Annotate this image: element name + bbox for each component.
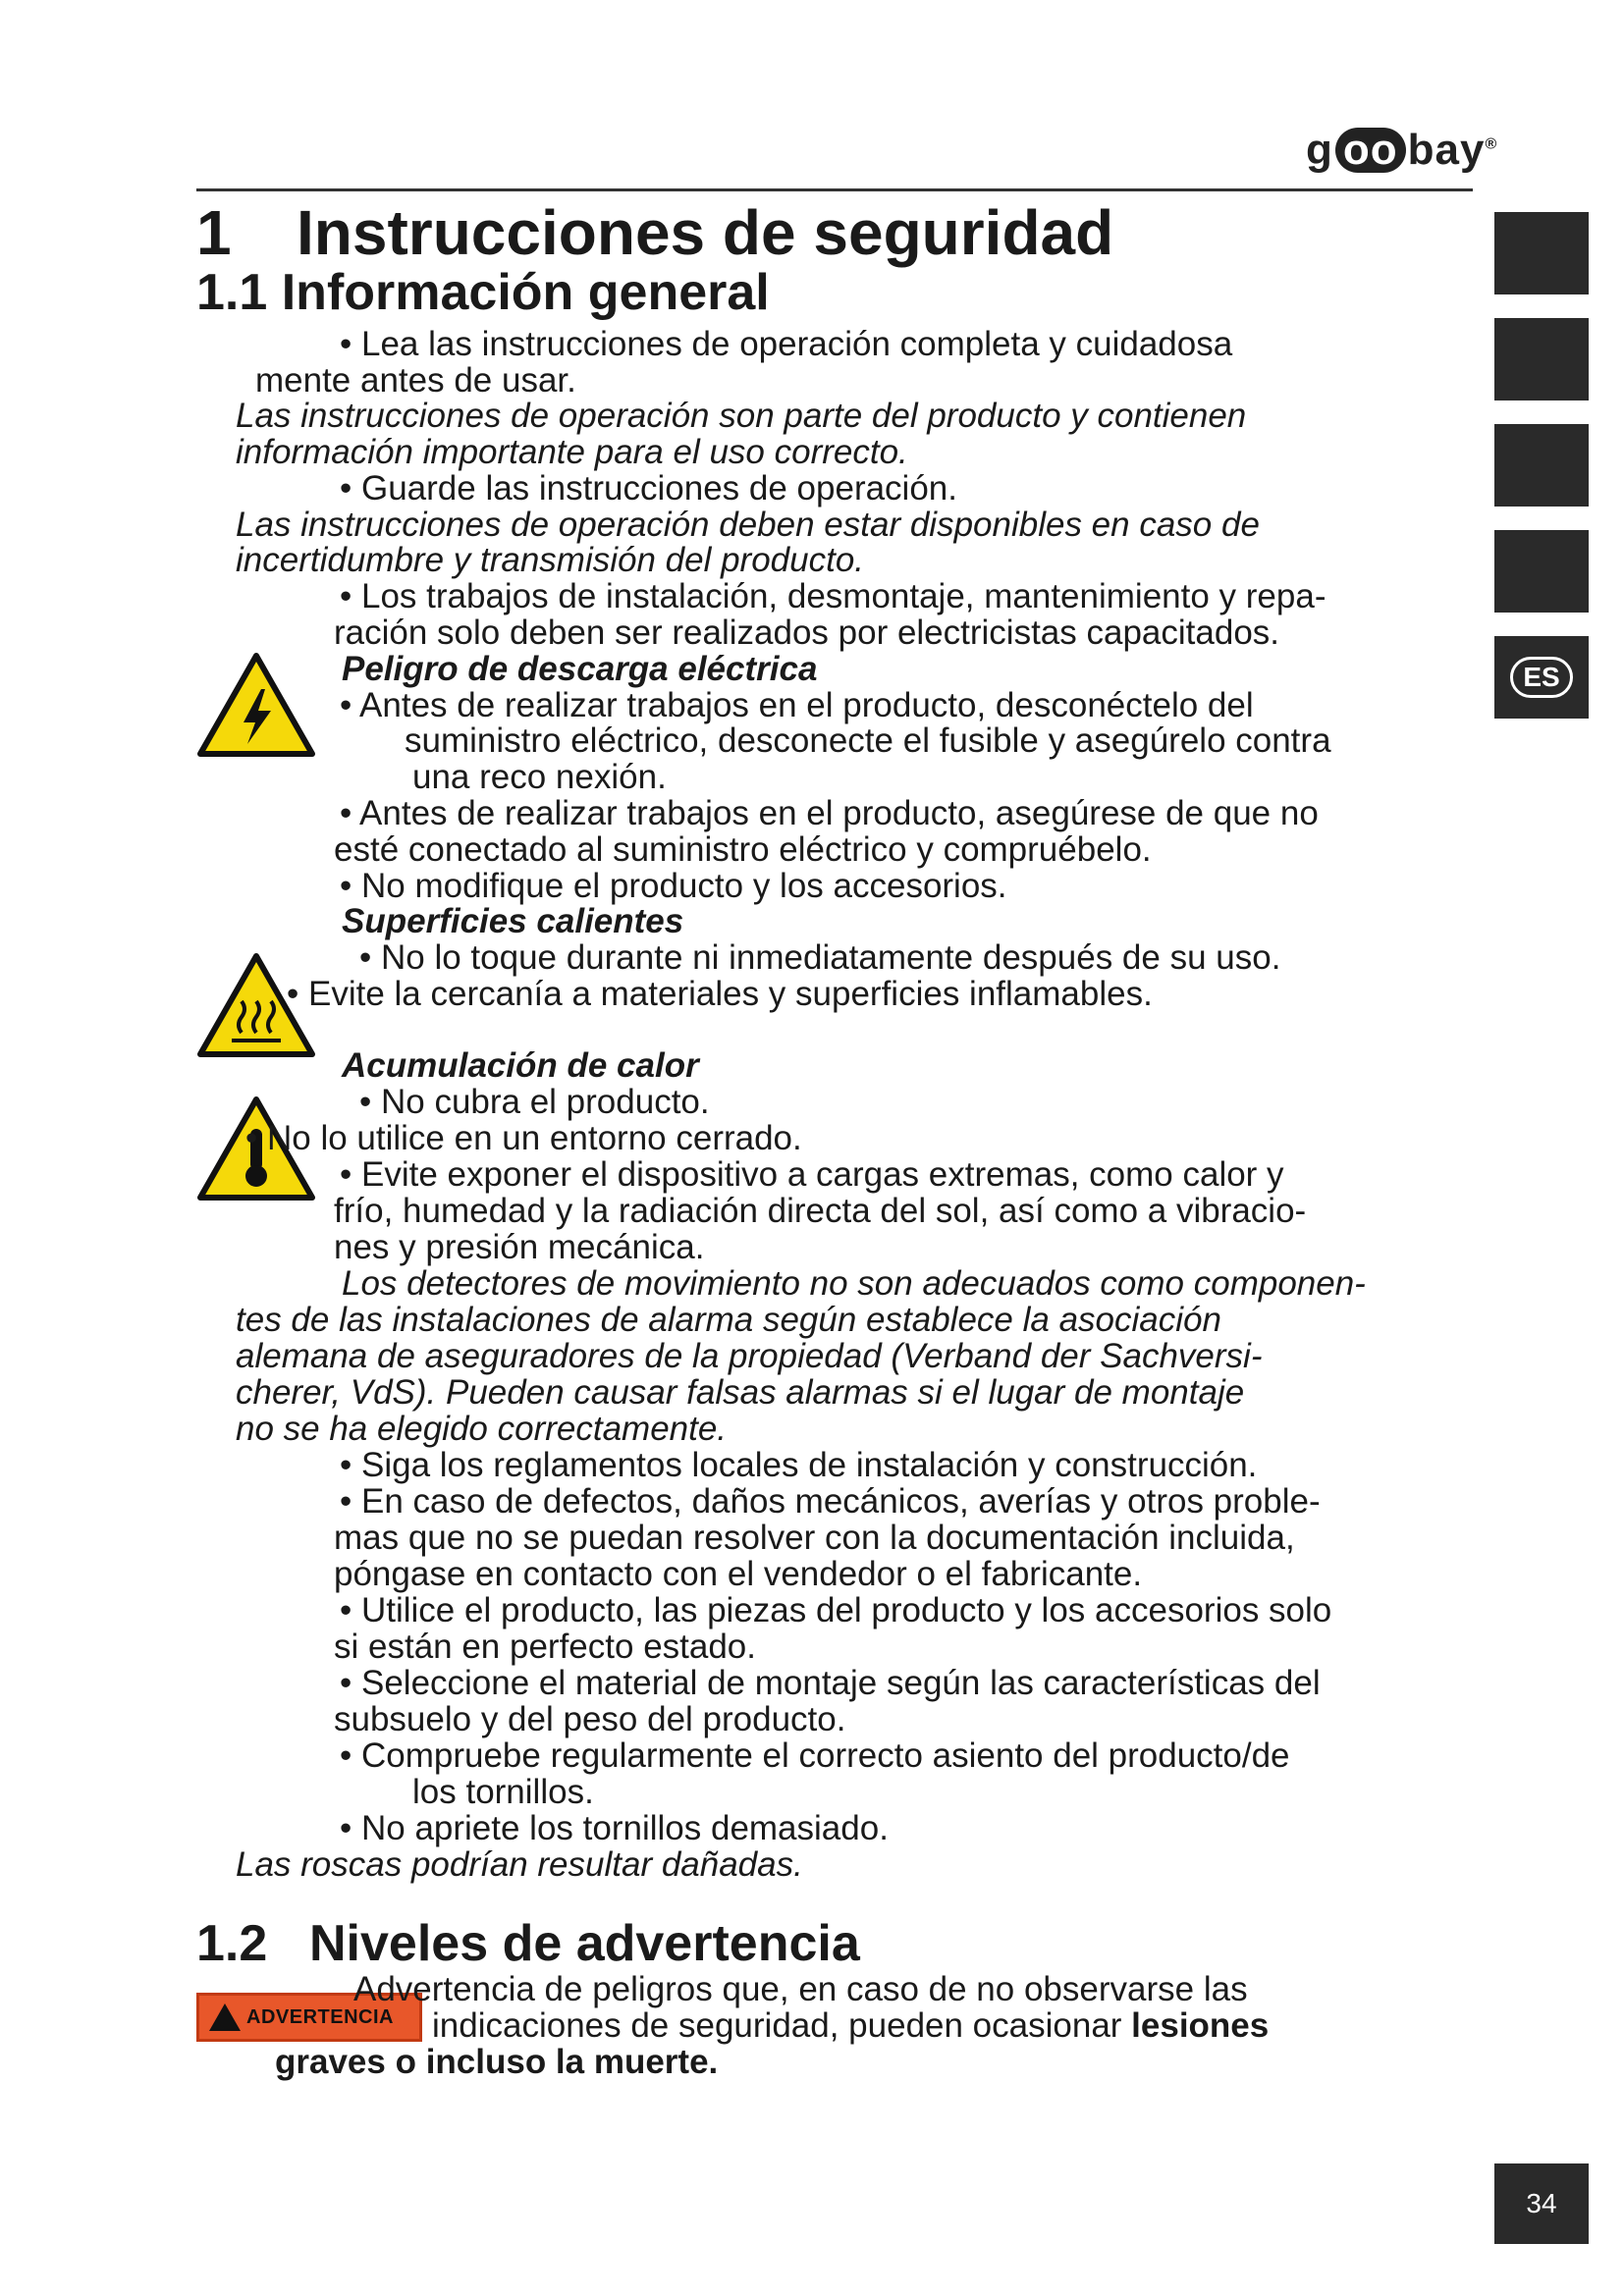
language-tab-es-label: ES — [1510, 657, 1572, 698]
text-line: cherer, VdS). Pueden causar falsas alarmas si el lugar de montaje — [236, 1373, 1245, 1412]
text-line: • Los trabajos de instalación, desmontaje, mantenimiento y repa- — [340, 577, 1326, 615]
language-tabs — [1494, 212, 1589, 742]
subheading-hot: Superficies calientes — [342, 902, 684, 940]
text-line: • No cubra el producto. — [359, 1083, 710, 1121]
subsection-heading-1-2 — [196, 1914, 860, 1973]
advertencia-text-normal: indicaciones de seguridad, pueden ocasionar — [432, 2006, 1132, 2045]
text-line: • Seleccione el material de montaje según las características del — [340, 1664, 1321, 1702]
alert-triangle-icon — [209, 2003, 241, 2031]
text-line: Los detectores de movimiento no son adecuados como componen- — [342, 1264, 1366, 1303]
advertencia-badge-label: ADVERTENCIA — [246, 2005, 394, 2028]
text-line: incertidumbre y transmisión del producto. — [236, 541, 865, 579]
text-line: • Siga los reglamentos locales de instalación y construcción. — [340, 1446, 1258, 1484]
logo-mark: ® — [1485, 135, 1498, 153]
language-tab-es[interactable] — [1494, 636, 1589, 719]
text-line: • No apriete los tornillos demasiado. — [340, 1809, 889, 1847]
text-line: una reco nexión. — [412, 758, 667, 796]
header-rule — [196, 188, 1473, 191]
subheading-heat: Acumulación de calor — [342, 1046, 699, 1085]
language-tab-1[interactable] — [1494, 212, 1589, 294]
electric-shock-warning-icon — [196, 652, 316, 758]
text-line: no se ha elegido correctamente. — [236, 1410, 728, 1448]
advertencia-text-bold: lesiones — [1131, 2006, 1270, 2045]
text-line: subsuelo y del peso del producto. — [334, 1700, 846, 1738]
language-tab-3[interactable] — [1494, 424, 1589, 507]
text-line: Las roscas podrían resultar dañadas. — [236, 1845, 803, 1884]
subsection-heading-1-1: 1.1 Información general — [196, 264, 770, 321]
advertencia-text-line-2 — [432, 2007, 1269, 2044]
text-line: tes de las instalaciones de alarma según establece la asociación — [236, 1301, 1221, 1339]
text-line: mente antes de usar. — [255, 361, 576, 400]
text-line: los tornillos. — [412, 1773, 594, 1811]
section-number: 1 — [196, 197, 232, 268]
page-number: 34 — [1494, 2163, 1589, 2244]
section-title: Instrucciones de seguridad — [297, 197, 1114, 268]
language-tab-4[interactable] — [1494, 530, 1589, 613]
text-line: • Utilice el producto, las piezas del producto y los accesorios solo — [340, 1591, 1332, 1629]
text-line: • No lo utilice en un entorno cerrado. — [245, 1119, 802, 1157]
subsection-number: 1.2 — [196, 1915, 268, 1972]
text-line: alemana de aseguradores de la propiedad (Verband der Sachversi- — [236, 1337, 1263, 1375]
text-line: nes y presión mecánica. — [334, 1228, 705, 1266]
logo-suffix: bay — [1407, 126, 1486, 174]
text-line: Las instrucciones de operación son parte del producto y contienen — [236, 397, 1247, 435]
text-line: Las instrucciones de operación deben estar disponibles en caso de — [236, 506, 1260, 544]
subsection-title: Niveles de advertencia — [309, 1915, 860, 1972]
text-line: si están en perfecto estado. — [334, 1628, 756, 1666]
text-line: ración solo deben ser realizados por electricistas capacitados. — [334, 614, 1280, 652]
text-line: • Evite la cercanía a materiales y superficies inflamables. — [287, 975, 1153, 1013]
advertencia-text-line-1: Advertencia de peligros que, en caso de no observarse las — [353, 1970, 1248, 2008]
logo-prefix: g — [1306, 126, 1333, 174]
goobay-logo — [1306, 126, 1497, 175]
text-line: mas que no se puedan resolver con la documentación incluida, — [334, 1519, 1295, 1557]
text-line: • Compruebe regularmente el correcto asiento del producto/de — [340, 1736, 1290, 1775]
text-line: información importante para el uso correcto. — [236, 433, 908, 471]
text-line: • Evite exponer el dispositivo a cargas extremas, como calor y — [340, 1155, 1284, 1194]
subheading-electric: Peligro de descarga eléctrica — [342, 650, 818, 688]
language-tab-2[interactable] — [1494, 318, 1589, 400]
text-line: • No lo toque durante ni inmediatamente después de su uso. — [359, 938, 1281, 977]
text-line: • No modifique el producto y los accesorios. — [340, 867, 1007, 905]
text-line: póngase en contacto con el vendedor o el fabricante. — [334, 1555, 1143, 1593]
text-line: • Antes de realizar trabajos en el producto, asegúrese de que no — [340, 794, 1319, 832]
advertencia-text-line-3: graves o incluso la muerte. — [275, 2043, 719, 2081]
section-heading-1 — [196, 196, 1113, 269]
logo-oo: oo — [1335, 128, 1406, 173]
text-line: esté conectado al suministro eléctrico y compruébelo. — [334, 830, 1152, 869]
text-line: frío, humedad y la radiación directa del sol, así como a vibracio- — [334, 1192, 1307, 1230]
text-line: • Antes de realizar trabajos en el producto, desconéctelo del — [340, 686, 1254, 724]
text-line: • En caso de defectos, daños mecánicos, averías y otros proble- — [340, 1482, 1321, 1521]
text-line: • Guarde las instrucciones de operación. — [340, 469, 957, 507]
text-line: • Lea las instrucciones de operación completa y cuidadosa — [340, 325, 1233, 363]
text-line: suministro eléctrico, desconecte el fusible y asegúrelo contra — [405, 721, 1331, 760]
